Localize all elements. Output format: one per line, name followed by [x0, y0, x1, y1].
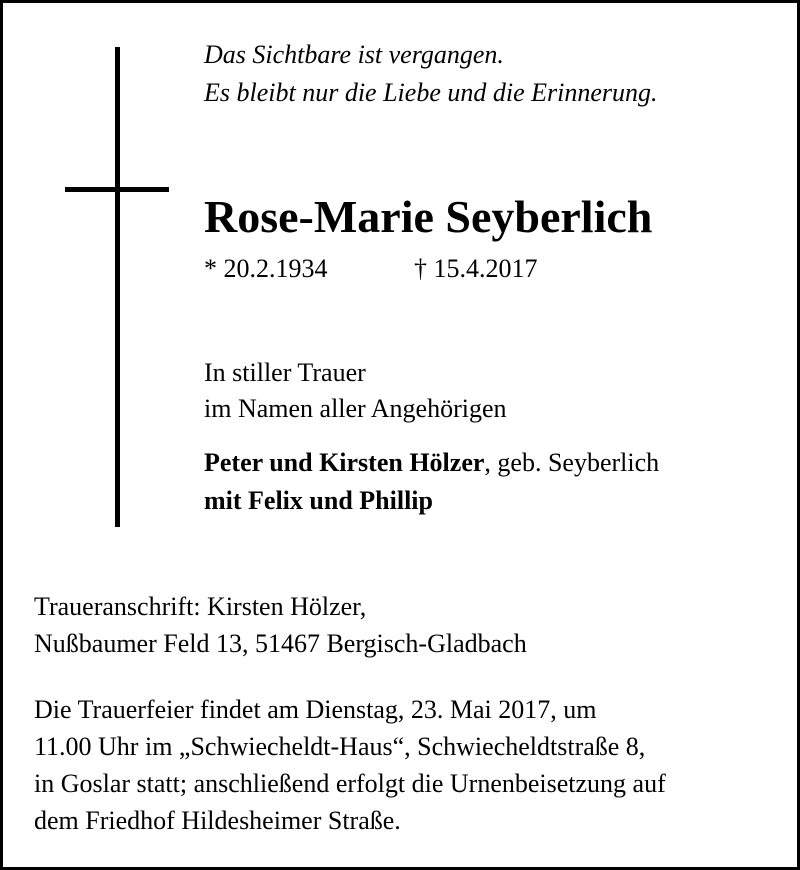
- ceremony-line: in Goslar statt; anschließend erfolgt die Urnenbeisetzung auf: [34, 769, 666, 798]
- motto-line: Es bleibt nur die Liebe und die Erinnerung.: [204, 78, 658, 107]
- address-line: Nußbaumer Feld 13, 51467 Bergisch-Gladbach: [34, 629, 527, 658]
- motto: [204, 36, 658, 112]
- ceremony-line: dem Friedhof Hildesheimer Straße.: [34, 806, 401, 835]
- family-names-line: [204, 444, 659, 482]
- ceremony-line: Die Trauerfeier findet am Dienstag, 23. Mai 2017, um: [34, 695, 597, 724]
- mourning-address: [34, 588, 527, 662]
- ceremony-line: 11.00 Uhr im „Schwiecheldt-Haus“, Schwiecheldtstraße 8,: [34, 732, 646, 761]
- life-dates: [204, 251, 538, 287]
- family-signatures: [204, 444, 659, 520]
- cross-horizontal-bar: [65, 187, 169, 192]
- cross-vertical-bar: [115, 47, 120, 527]
- family-maiden-name: , geb. Seyberlich: [484, 448, 660, 477]
- mourning-text: [204, 355, 507, 427]
- motto-line: Das Sichtbare ist vergangen.: [204, 40, 504, 69]
- family-children: mit Felix und Phillip: [204, 486, 433, 515]
- deceased-name: Rose-Marie Seyberlich: [204, 191, 653, 242]
- family-names: Peter und Kirsten Hölzer: [204, 448, 485, 477]
- death-date: † 15.4.2017: [414, 254, 538, 283]
- birth-date: * 20.2.1934: [204, 254, 328, 283]
- mourning-line: im Namen aller Angehörigen: [204, 394, 507, 423]
- mourning-line: In stiller Trauer: [204, 358, 366, 387]
- address-line: Traueranschrift: Kirsten Hölzer,: [34, 592, 367, 621]
- funeral-details: [34, 691, 666, 839]
